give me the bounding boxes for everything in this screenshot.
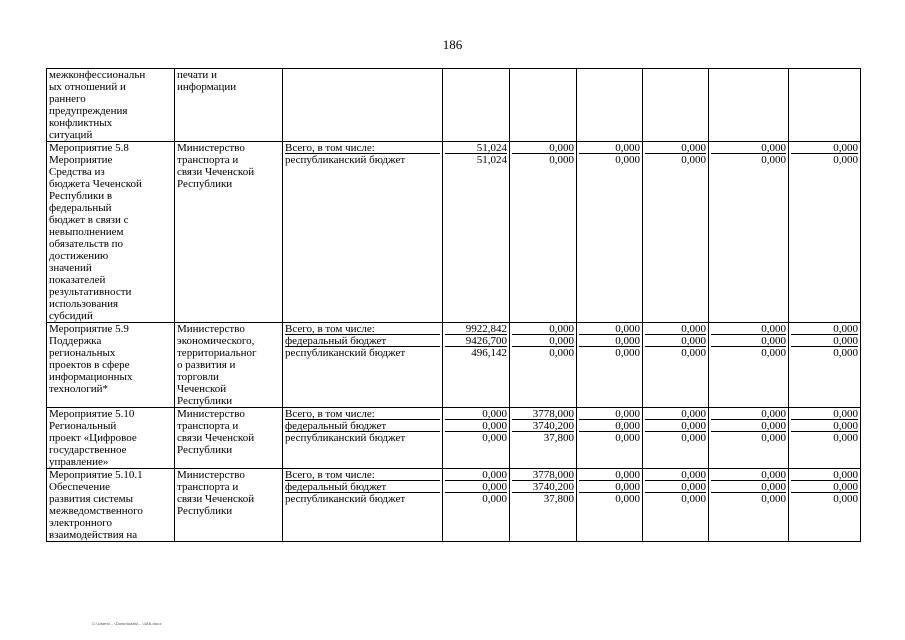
value-cell (789, 469, 861, 542)
value: 0,000 (791, 142, 858, 154)
value: 0,000 (681, 347, 706, 359)
source-line: республиканский бюджет (285, 432, 406, 444)
value: 0,000 (445, 481, 507, 493)
measure-line: бюджет в связи с (49, 214, 129, 226)
value: 0,000 (645, 408, 706, 420)
value-cell (443, 69, 510, 142)
value: 0,000 (833, 493, 858, 505)
value: 0,000 (711, 335, 786, 347)
value: 37,800 (543, 493, 574, 505)
source-line: Всего, в том числе: (285, 323, 440, 335)
value: 0,000 (761, 493, 786, 505)
source-line: Всего, в том числе: (285, 142, 440, 154)
table-row (47, 69, 861, 142)
value-cell (709, 323, 789, 408)
measure-line: предупреждения (49, 105, 128, 117)
value: 0,000 (645, 481, 706, 493)
measure-line: электронного (49, 517, 113, 529)
value: 9426,700 (445, 335, 507, 347)
measure-line: региональных (49, 347, 116, 359)
value-cell (577, 408, 643, 469)
executor-line: транспорта и (177, 420, 239, 432)
value: 0,000 (482, 493, 507, 505)
value-cell (789, 408, 861, 469)
value: 0,000 (549, 154, 574, 166)
measure-cell (47, 469, 175, 542)
executor-line: Министерство (177, 408, 245, 420)
executor-line: Республики (177, 178, 233, 190)
measure-line: межконфессиональн (49, 69, 146, 81)
measure-line: достижению (49, 250, 109, 262)
value: 0,000 (579, 481, 640, 493)
value: 3740,200 (512, 420, 574, 432)
value: 0,000 (445, 469, 507, 481)
measure-line: развития системы (49, 493, 134, 505)
value-cell (709, 469, 789, 542)
page-number: 186 (442, 37, 463, 52)
value: 0,000 (445, 420, 507, 432)
value: 3778,000 (512, 408, 574, 420)
executor-cell (175, 323, 283, 408)
source-line: республиканский бюджет (285, 347, 406, 359)
value-cell (709, 408, 789, 469)
measure-line: информационных (49, 371, 133, 383)
measure-line: раннего (49, 93, 86, 105)
value: 0,000 (645, 142, 706, 154)
value-cell (510, 469, 577, 542)
measure-line: субсидий (49, 310, 93, 322)
value-cell (643, 408, 709, 469)
value: 0,000 (711, 420, 786, 432)
value: 0,000 (791, 335, 858, 347)
measure-line: Мероприятие 5.10 (49, 408, 135, 420)
value: 0,000 (833, 347, 858, 359)
measure-line: ситуаций (49, 129, 93, 141)
value: 51,024 (476, 154, 507, 166)
value: 0,000 (711, 142, 786, 154)
value: 51,024 (445, 142, 507, 154)
executor-line: торговли (177, 371, 219, 383)
measure-line: взаимодействия на (49, 529, 138, 541)
value: 0,000 (549, 347, 574, 359)
value: 0,000 (681, 154, 706, 166)
value: 0,000 (579, 408, 640, 420)
measure-cell (47, 408, 175, 469)
source-line: республиканский бюджет (285, 154, 406, 166)
measure-line: управление» (49, 456, 109, 468)
measure-line: межведомственного (49, 505, 143, 517)
executor-line: Министерство (177, 469, 245, 481)
value: 0,000 (512, 323, 574, 335)
value-cell (789, 69, 861, 142)
measure-line: государственное (49, 444, 127, 456)
value: 0,000 (445, 408, 507, 420)
source-cell (283, 469, 443, 542)
measure-line: показателей (49, 274, 106, 286)
value-cell (577, 323, 643, 408)
executor-line: территориальног (177, 347, 257, 359)
source-line: Всего, в том числе: (285, 469, 440, 481)
value-cell (443, 408, 510, 469)
executor-line: печати и (177, 69, 217, 81)
measure-cell (47, 323, 175, 408)
value: 3740,200 (512, 481, 574, 493)
measure-line: проект «Цифровое (49, 432, 137, 444)
value: 0,000 (645, 420, 706, 432)
value-cell (510, 69, 577, 142)
measure-line: бюджета Чеченской (49, 178, 142, 190)
executor-cell (175, 69, 283, 142)
executor-line: связи Чеченской (177, 493, 255, 505)
measure-line: обязательств по (49, 238, 124, 250)
measure-cell (47, 69, 175, 142)
value-cell (510, 408, 577, 469)
value-cell (709, 69, 789, 142)
executor-cell (175, 408, 283, 469)
measure-cell (47, 142, 175, 323)
value-cell (510, 323, 577, 408)
source-line: федеральный бюджет (285, 335, 440, 347)
source-cell (283, 142, 443, 323)
value: 0,000 (711, 469, 786, 481)
value: 0,000 (791, 420, 858, 432)
measure-line: Мероприятие (49, 154, 113, 166)
measure-line: Республики в (49, 190, 113, 202)
source-cell (283, 408, 443, 469)
value: 0,000 (615, 154, 640, 166)
value: 0,000 (791, 408, 858, 420)
source-cell (283, 69, 443, 142)
value: 0,000 (711, 408, 786, 420)
measure-line: Средства из (49, 166, 105, 178)
executor-line: связи Чеченской (177, 432, 255, 444)
value: 0,000 (579, 323, 640, 335)
value-cell (443, 323, 510, 408)
value: 0,000 (579, 142, 640, 154)
executor-line: экономического, (177, 335, 255, 347)
value: 0,000 (579, 469, 640, 481)
value-cell (709, 142, 789, 323)
value: 9922,842 (445, 323, 507, 335)
measure-line: Поддержка (49, 335, 102, 347)
value: 0,000 (833, 432, 858, 444)
value: 0,000 (833, 154, 858, 166)
executor-line: Республики (177, 444, 233, 456)
executor-cell (175, 142, 283, 323)
value-cell (789, 323, 861, 408)
measure-line: проектов в сфере (49, 359, 130, 371)
value-cell (643, 469, 709, 542)
value-cell (577, 469, 643, 542)
source-cell (283, 323, 443, 408)
value: 0,000 (579, 420, 640, 432)
measure-line: Мероприятие 5.9 (49, 323, 129, 335)
measure-line: использования (49, 298, 119, 310)
measure-line: федеральный (49, 202, 112, 214)
value: 0,000 (615, 432, 640, 444)
value-cell (443, 469, 510, 542)
value: 0,000 (482, 432, 507, 444)
value: 3778,000 (512, 469, 574, 481)
source-line: федеральный бюджет (285, 481, 440, 493)
value: 0,000 (761, 432, 786, 444)
executor-line: связи Чеченской (177, 166, 255, 178)
measure-line: конфликтных (49, 117, 113, 129)
executor-line: Чеченской (177, 383, 227, 395)
value: 0,000 (681, 493, 706, 505)
measure-line: Обеспечение (49, 481, 110, 493)
measure-line: Региональный (49, 420, 117, 432)
executor-line: о развития и (177, 359, 236, 371)
executor-line: Министерство (177, 323, 245, 335)
value-cell (643, 69, 709, 142)
value: 0,000 (615, 493, 640, 505)
value: 0,000 (791, 481, 858, 493)
value: 0,000 (645, 469, 706, 481)
measure-line: Мероприятие 5.8 (49, 142, 129, 154)
value-cell (443, 142, 510, 323)
value: 0,000 (711, 323, 786, 335)
table-row (47, 142, 861, 323)
executor-line: информации (177, 81, 237, 93)
value: 0,000 (681, 432, 706, 444)
measure-line: результативности (49, 286, 132, 298)
value: 496,142 (471, 347, 507, 359)
executor-line: Министерство (177, 142, 245, 154)
value-cell (510, 142, 577, 323)
footer-path: C:\Users\...\Downloads\...\186.docx (92, 621, 162, 626)
executor-line: транспорта и (177, 154, 239, 166)
measure-line: ых отношений и (49, 81, 126, 93)
value: 0,000 (791, 469, 858, 481)
value: 0,000 (579, 335, 640, 347)
value: 0,000 (761, 154, 786, 166)
executor-line: Республики (177, 395, 233, 407)
value-cell (643, 323, 709, 408)
value-cell (789, 142, 861, 323)
value-cell (577, 69, 643, 142)
value: 0,000 (645, 335, 706, 347)
measure-line: технологий* (49, 383, 109, 395)
executor-cell (175, 469, 283, 542)
value-cell (643, 142, 709, 323)
executor-line: Республики (177, 505, 233, 517)
value: 0,000 (711, 481, 786, 493)
value: 0,000 (512, 142, 574, 154)
source-line: Всего, в том числе: (285, 408, 440, 420)
value: 37,800 (543, 432, 574, 444)
table-row (47, 469, 861, 542)
measure-line: Мероприятие 5.10.1 (49, 469, 143, 481)
value: 0,000 (761, 347, 786, 359)
value-cell (577, 142, 643, 323)
measure-line: значений (49, 262, 92, 274)
table-row (47, 323, 861, 408)
table-row (47, 408, 861, 469)
executor-line: транспорта и (177, 481, 239, 493)
budget-table (46, 68, 861, 542)
value: 0,000 (791, 323, 858, 335)
measure-line: невыполнением (49, 226, 124, 238)
value: 0,000 (645, 323, 706, 335)
value: 0,000 (615, 347, 640, 359)
value: 0,000 (512, 335, 574, 347)
source-line: федеральный бюджет (285, 420, 440, 432)
source-line: республиканский бюджет (285, 493, 406, 505)
